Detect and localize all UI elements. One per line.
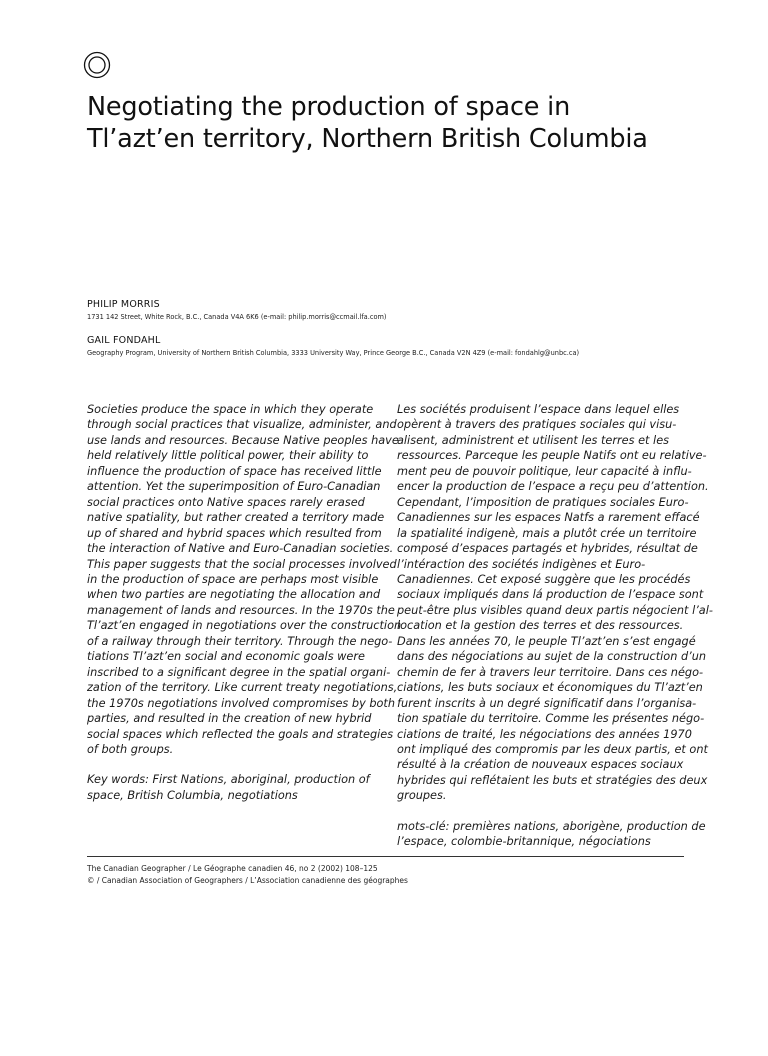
keywords-line: mots-clé: premières nations, aborigène, production de <box>397 819 706 833</box>
abstract-line: of a railway through their territory. Through the nego- <box>87 634 393 648</box>
abstract-line: Les sociétés produisent l’espace dans lequel elles <box>397 403 680 416</box>
abstract-line: management of lands and resources. In the 1970s the <box>87 603 395 617</box>
abstract-line: Societies produce the space in which they operate <box>87 403 374 416</box>
abstract-line: tiations Tl’azt’en social and economic goals were <box>87 650 365 664</box>
keywords-line: l’espace, colombie-britannique, négociations <box>397 835 651 849</box>
abstract-line: attention. Yet the superimposition of Euro-Canadian <box>87 480 381 494</box>
abstract-line: in the production of space are perhaps most visible <box>87 572 379 586</box>
abstract-line: ciations de traité, les négociations des années 1970 <box>397 727 692 741</box>
abstract-line: Tl’azt’en engaged in negotiations over the construction <box>87 619 402 633</box>
abstract-line: Dans les années 70, le peuple Tl’azt’en s’est engagé <box>397 634 696 648</box>
abstract-line: ciations, les buts sociaux et économiques du Tl’azt’en <box>397 681 703 695</box>
abstract-line: opèrent à travers des pratiques sociales qui visu- <box>397 418 677 432</box>
abstract-line: held relatively little political power, their ability to <box>87 449 369 463</box>
keywords-line: space, British Columbia, negotiations <box>87 788 298 802</box>
abstract-line: résulté à la création de nouveaux espaces sociaux <box>397 758 684 772</box>
abstract-line: encer la production de l’espace a reçu peu d’attention. <box>397 480 709 494</box>
abstract-line: the 1970s negotiations involved compromises by both <box>87 696 396 710</box>
keywords-english <box>87 772 377 803</box>
copyright-notice: © / Canadian Association of Geographers / L’Association canadienne des géographes <box>87 876 408 885</box>
abstract-line: ont impliqué des compromis par les deux partis, et ont <box>397 742 708 756</box>
title-line-2: Tl’azt’en territory, Northern British Columbia <box>87 124 648 154</box>
abstract-line: furent inscrits à un degré significatif dans l’organisa- <box>397 696 697 710</box>
abstract-line: chemin de fer à travers leur territoire. Dans ces négo- <box>397 665 704 679</box>
abstract-english-body <box>87 402 402 757</box>
author-name-1: PHILIP MORRIS <box>87 299 160 310</box>
author-name-2: GAIL FONDAHL <box>87 335 161 346</box>
abstract-line: of both groups. <box>87 742 174 756</box>
abstract-line: This paper suggests that the social processes involved <box>87 557 397 571</box>
abstract-line: Canadiennes sur les espaces Natfs a rarement effacé <box>397 511 700 525</box>
abstract-line: use lands and resources. Because Native peoples have <box>87 433 399 447</box>
abstract-line: Canadiennes. Cet exposé suggère que les procédés <box>397 572 691 586</box>
abstract-line: parties, and resulted in the creation of new hybrid <box>87 712 372 726</box>
abstract-line: ment peu de pouvoir politique, leur capacité à influ- <box>397 464 692 478</box>
abstract-line: ressources. Parceque les peuple Natifs ont eu relative- <box>397 449 707 463</box>
abstract-line: location et la gestion des terres et des ressources. <box>397 619 684 633</box>
author-affiliation-2: Geography Program, University of Northern British Columbia, 3333 University Way, Prince George B.C., Canada V2N 4Z9 (e-mail: fondahlg@unbc.ca) <box>87 349 580 357</box>
abstract-line: when two parties are negotiating the allocation and <box>87 588 381 602</box>
abstract-line: dans des négociations au sujet de la construction d’un <box>397 650 707 664</box>
abstract-line: peut-être plus visibles quand deux partis négocient l’al- <box>397 603 713 617</box>
abstract-line: composé d’espaces partagés et hybrides, résultat de <box>397 542 698 556</box>
abstract-line: alisent, administrent et utilisent les terres et les <box>397 433 670 447</box>
footer-divider <box>87 856 684 857</box>
keywords-line: Key words: First Nations, aboriginal, production of <box>87 773 370 787</box>
abstract-line: l’intéraction des sociétés indigènes et Euro- <box>397 557 646 571</box>
paper-title <box>87 91 727 155</box>
abstract-line: groupes. <box>397 789 447 803</box>
abstract-line: up of shared and hybrid spaces which resulted from <box>87 526 382 540</box>
abstract-line: the interaction of Native and Euro-Canadian societies. <box>87 542 394 556</box>
abstract-line: inscribed to a significant degree in the spatial organi- <box>87 665 391 679</box>
author-affiliation-1: 1731 142 Street, White Rock, B.C., Canada V4A 6K6 (e-mail: philip.morris@ccmail.lfa.com) <box>87 313 387 321</box>
abstract-english <box>87 402 402 803</box>
abstract-line: zation of the territory. Like current treaty negotiations, <box>87 681 398 695</box>
abstract-line: native spatiality, but rather created a territory made <box>87 511 385 525</box>
abstract-french <box>397 402 713 850</box>
abstract-line: social spaces which reflected the goals and strategies <box>87 727 394 741</box>
abstract-line: la spatialité indigenè, mais a plutôt crée un territoire <box>397 526 697 540</box>
journal-citation: The Canadian Geographer / Le Géographe canadien 46, no 2 (2002) 108–125 <box>87 864 378 873</box>
abstract-line: social practices onto Native spaces rarely erased <box>87 495 365 509</box>
abstract-french-body <box>397 402 713 804</box>
keywords-french <box>397 819 706 850</box>
abstract-line: through social practices that visualize, administer, and <box>87 418 397 432</box>
abstract-line: tion spatiale du territoire. Comme les présentes négo- <box>397 712 705 726</box>
title-line-1: Negotiating the production of space in <box>87 92 571 122</box>
abstract-line: influence the production of space has received little <box>87 464 382 478</box>
abstract-line: Cependant, l’imposition de pratiques sociales Euro- <box>397 495 689 509</box>
abstract-line: sociaux impliqués dans lá production de l’espace sont <box>397 588 704 602</box>
copyright-circle-icon <box>83 51 111 79</box>
abstract-line: hybrides qui reflétaient les buts et stratégies des deux <box>397 773 708 787</box>
